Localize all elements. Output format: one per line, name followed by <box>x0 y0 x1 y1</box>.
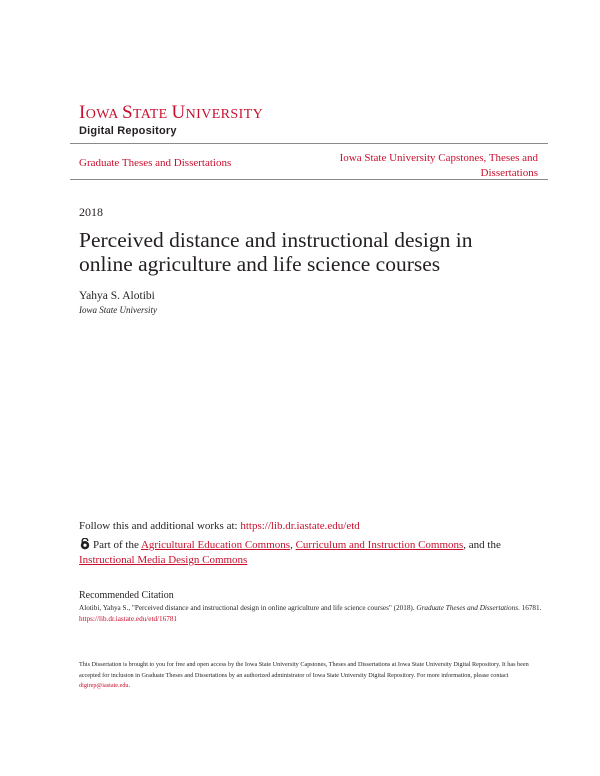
follow-line <box>79 520 360 532</box>
separator-text: , and the <box>463 539 501 551</box>
notice-text: This Dissertation is brought to you for free and open access by the Iowa State University Capstones, Theses and Dissertations at Iowa State University Digital Repository. It has been accepted for inclusion in Graduate Theses and Dissertations by an authorized administrator of Iowa State University Digital Repository. For more information, please contact <box>79 661 529 679</box>
citation-url-link[interactable]: https://lib.dr.iastate.edu/etd/16781 <box>79 615 178 623</box>
graduate-theses-link[interactable]: Graduate Theses and Dissertations <box>79 157 232 169</box>
author-name: Yahya S. Alotibi <box>79 290 155 302</box>
top-divider <box>70 143 548 144</box>
publication-year: 2018 <box>79 205 103 219</box>
instructional-media-design-commons-link[interactable]: Instructional Media Design Commons <box>79 554 248 566</box>
part-of-line <box>79 538 539 568</box>
capstones-link[interactable]: Iowa State University Capstones, Theses and Dissertations <box>339 152 538 179</box>
paper-title: Perceived distance and instructional design in online agriculture and life science courses <box>79 228 473 276</box>
notice-end: . <box>128 682 131 689</box>
separator-text: , <box>290 539 296 551</box>
repository-notice <box>79 660 549 692</box>
recommended-citation-heading: Recommended Citation <box>79 590 174 601</box>
etd-link[interactable]: https://lib.dr.iastate.edu/etd <box>240 520 360 532</box>
bottom-divider <box>70 179 548 180</box>
author-affiliation: Iowa State University <box>79 305 157 315</box>
follow-text: Follow this and additional works at: <box>79 520 241 532</box>
open-access-icon <box>79 538 91 550</box>
citation-number: . 16781. <box>518 604 542 612</box>
curriculum-instruction-commons-link[interactable]: Curriculum and Instruction Commons <box>295 539 464 551</box>
logo-subtitle: Digital Repository <box>79 125 177 137</box>
citation-text <box>79 603 549 625</box>
contact-email-link[interactable]: digirep@iastate.edu <box>79 682 129 689</box>
agricultural-education-commons-link[interactable]: Agricultural Education Commons <box>140 539 291 551</box>
university-logo <box>79 103 263 138</box>
citation-body: Alotibi, Yahya S., "Perceived distance and instructional design in online agriculture and life science courses" (2018). <box>79 604 417 612</box>
citation-series: Graduate Theses and Dissertations <box>416 604 519 612</box>
logo-title: IOWA STATE UNIVERSITY <box>79 102 264 123</box>
part-of-text: Part of the <box>93 539 141 551</box>
